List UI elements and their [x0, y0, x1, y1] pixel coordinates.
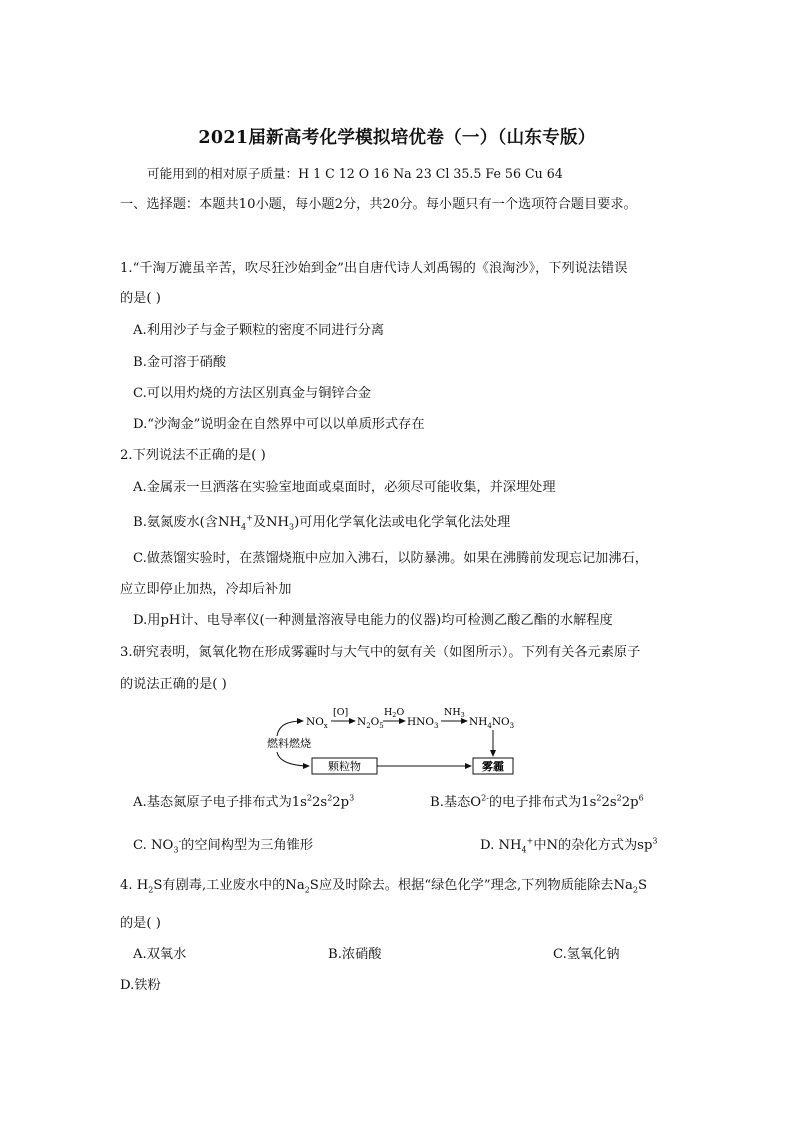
- haze-formation-diagram: [265, 702, 535, 778]
- water-label: $H_2O$: [384, 707, 405, 719]
- q2-option-a: A.金属汞一旦洒落在实验室地面或桌面时，必须尽可能收集，并深埋处理: [133, 480, 556, 495]
- q4-stem-line1: 4. $H_2S$有剧毒,工业废水中的$Na_2S$应及时除去。根据“绿色化学”理念,下列物质能除去$Na_2S$: [120, 878, 647, 895]
- q2-option-d: D.用pH计、电导率仪(一种测量溶液导电能力的仪器)均可检测乙酸乙酯的水解程度: [133, 613, 613, 628]
- n2o5-label: $N_2O_5$: [357, 716, 384, 730]
- q2-option-c-line2: 应立即停止加热，冷却后补加: [120, 582, 292, 597]
- q3-option-d: D. $NH_4^+$中N的杂化方式为$sp^3$: [480, 836, 658, 855]
- q3-stem-line2: 的说法正确的是( ): [120, 677, 227, 692]
- q3-option-c: C. $NO_3^-$的空间构型为三角锥形: [133, 836, 314, 855]
- q3-option-a: A.基态氮原子电子排布式为$1s^22s^22p^3$: [133, 793, 355, 810]
- arrow-to-nox: [277, 721, 303, 736]
- q2-stem: 2.下列说法不正确的是( ): [120, 448, 266, 463]
- q1-option-c: C.可以用灼烧的方法区别真金与铜锌合金: [133, 386, 371, 401]
- arrow-to-particles: [277, 752, 309, 766]
- q2-option-b: B.氨氮废水(含$NH_4^+$及$NH_3$)可用化学氧化法或电化学氧化法处理: [133, 513, 511, 532]
- page-title: 2021届新高考化学模拟培优卷（一）（山东专版）: [198, 128, 596, 148]
- q4-option-c: C.氢氧化钠: [553, 947, 620, 962]
- nox-label: $NO_x$: [306, 716, 328, 730]
- q3-option-b: B.基态$O^{2-}$的电子排布式为$1s^22s^22p^6$: [430, 793, 644, 810]
- atomic-masses: 可能用到的相对原子质量：H 1 C 12 O 16 Na 23 Cl 35.5 Fe 56 Cu 64: [147, 166, 563, 181]
- haze-label: 雾霾: [482, 760, 504, 773]
- q1-stem-line1: 1.“千淘万漉虽辛苦，吹尽狂沙始到金”出自唐代诗人刘禹锡的《浪淘沙》，下列说法错误: [120, 261, 628, 276]
- q4-stem-line2: 的是( ): [120, 916, 161, 931]
- section-heading: 一、选择题：本题共10小题，每小题2分，共20分。每小题只有一个选项符合题目要求。: [120, 197, 637, 212]
- q4-option-d: D.铁粉: [120, 978, 161, 993]
- hno3-label: $HNO_3$: [407, 716, 439, 730]
- q3-stem-line1: 3.研究表明，氮氧化物在形成雾霾时与大气中的氨有关（如图所示）。下列有关各元素原子: [120, 645, 641, 660]
- q1-option-d: D.“沙淘金”说明金在自然界中可以以单质形式存在: [133, 417, 425, 432]
- oxygen-label: [O]: [333, 707, 349, 718]
- nh4no3-label: $NH_4NO_3$: [469, 716, 515, 730]
- q2-option-c-line1: C.做蒸馏实验时，在蒸馏烧瓶中应加入沸石，以防暴沸。如果在沸腾前发现忘记加沸石，: [133, 551, 648, 566]
- ammonia-label: $NH_3$: [444, 707, 465, 719]
- q1-option-a: A.利用沙子与金子颗粒的密度不同进行分离: [133, 323, 385, 338]
- q4-option-a: A.双氧水: [133, 947, 187, 962]
- q4-option-b: B.浓硝酸: [328, 947, 382, 962]
- q1-stem-line2: 的是( ): [120, 291, 161, 306]
- particles-label: 颗粒物: [328, 760, 361, 773]
- q1-option-b: B.金可溶于硝酸: [133, 355, 227, 370]
- fuel-combustion-label: 燃料燃烧: [267, 737, 311, 750]
